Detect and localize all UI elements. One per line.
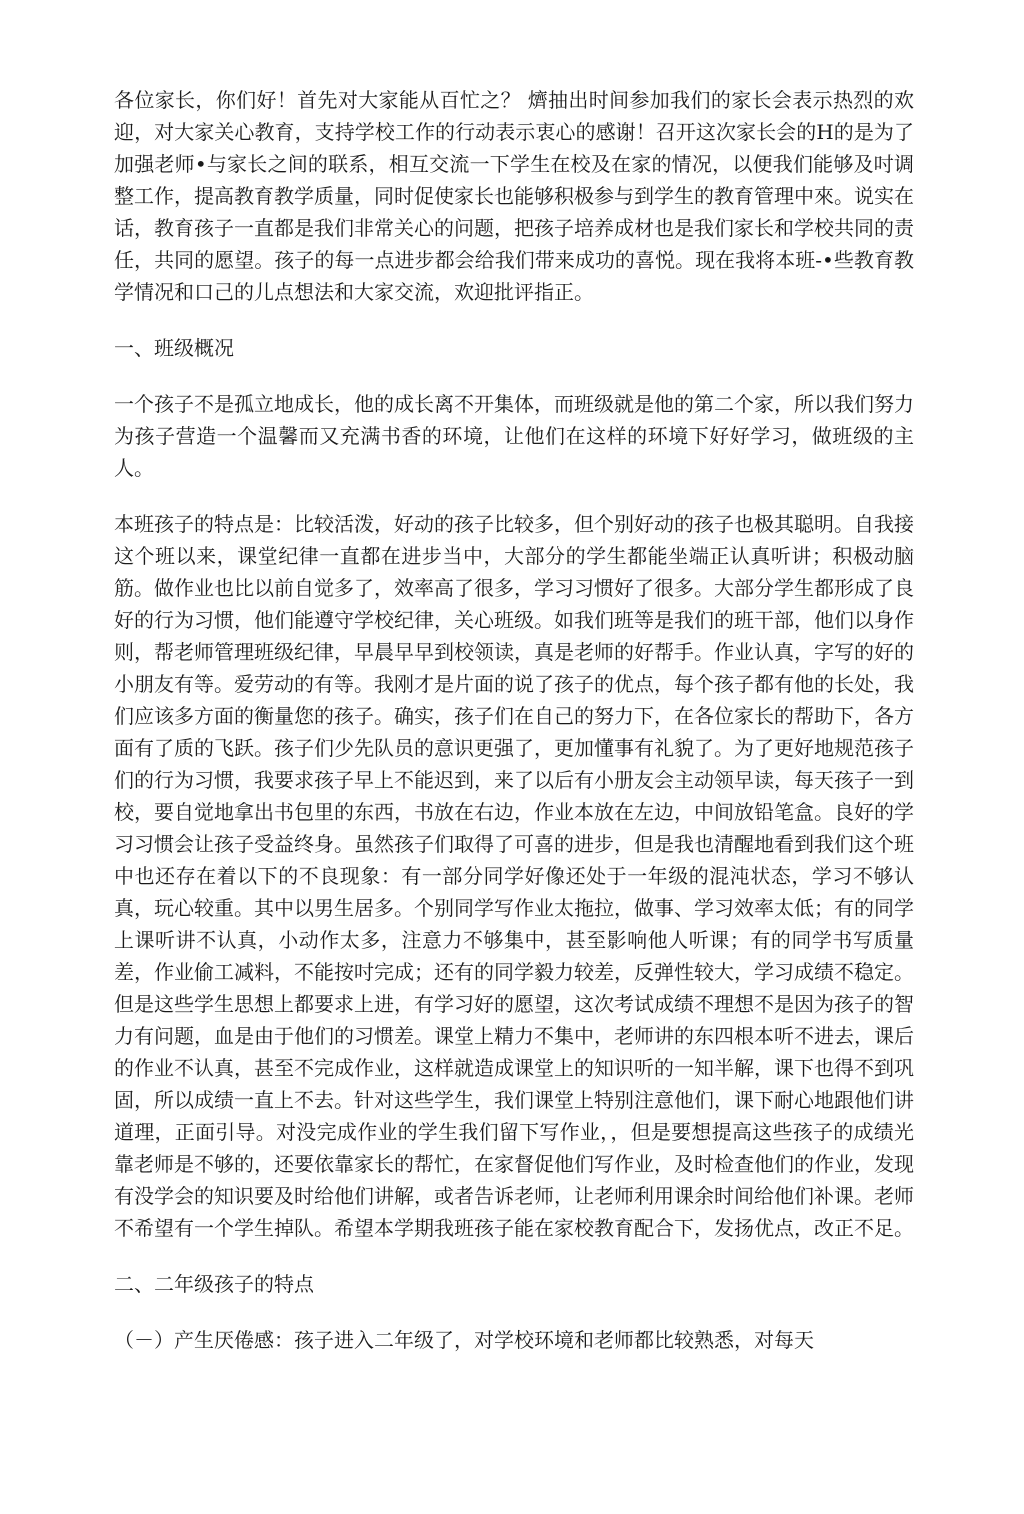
class-characteristics-paragraph: 本班孩子的特点是：比较活泼，好动的孩子比较多，但个别好动的孩子也极其聪明。自我接这个班以来，课堂纪律一直都在进步当中，大部分的学生都能坐端正认真听讲；积极动脑筋。做作业也比以前自觉多了，效率高了很多，学习习惯好了很多。大部分学生都形成了良好的行为习惯，他们能遵守学校纪律，关心班级。如我们班等是我们的班干部，他们以身作则，帮老师管理班级纪律，早晨早早到校领读，真是老师的好帮手。作业认真，字写的好的小朋友有等。爱劳动的有等。我刚才是片面的说了孩子的优点，每个孩子都有他的长处，我们应该多方面的衡量您的孩子。确实，孩子们在自己的努力下，在各位家长的帮助下，各方面有了质的飞跃。孩子们少先队员的意识更强了，更加懂事有礼貌了。为了更好地规范孩子们的行为习惯，我要求孩子早上不能迟到，来了以后有小册友会主动领早读，每天孩子一到校，要自觉地拿出书包里的东西，书放在右边，作业本放在左边，中间放铅笔盒。良好的学习习惯会让孩子受益终身。虽然孩子们取得了可喜的进步，但是我也清醒地看到我们这个班中也还存在着以下的不良现象：有一部分同学好像还处于一年级的混沌状态，学习不够认真，玩心较重。其中以男生居多。个别同学写作业太拖拉，做事、学习效率太低；有的同学上课听讲不认真，小动作太多，注意力不够集中，甚至影响他人听课；有的同学书写质量差，作业偷工减料，不能按吋完成；还有的同学毅力较差，反弹性较大，学习成绩不稳定。但是这些学生思想上都要求上进，有学习好的愿望，这次考试成绩不理想不是因为孩子的智力有问题，血是由于他们的习惯差。课堂上精力不集中，老师讲的东四根本听不进去，课后的作业不认真，甚至不完成作业，这样就造成课堂上的知识听的一知半解，课下也得不到巩固，所以成绩一直上不去。针对这些学生，我们课堂上特别注意他们，课下耐心地跟他们讲道理，正面引导。对没完成作业的学生我们留下写作业，，但是要想提高这些孩子的成绩光靠老师是不够的，还要依靠家长的帮忙，在家督促他们写作业，及时检查他们的作业，发现有没学会的知识要及时给他们讲解，或者告诉老师，让老师利用课余时间给他们补课。老师不希望有一个学生掉队。希望本学期我班孩子能在家校教育配合下，发扬优点，改正不足。 bbox=[114, 512, 914, 1240]
second-grade-item-paragraph: （－）产生厌倦感：孩子进入二年级了，对学校环境和老师都比较熟悉，对每天 bbox=[114, 1328, 814, 1352]
section-heading-class-overview: 一、班级概况 bbox=[114, 336, 234, 360]
class-overview-paragraph: 一个孩子不是孤立地成长，他的成长离不开集体，而班级就是他的第二个家，所以我们努力为孩子营造一个温馨而又充满书香的环境，让他们在这样的环境下好好学习，做班级的主人。 bbox=[114, 392, 914, 480]
intro-paragraph: 各位家长，你们好！首先对大家能从百忙之？ 㸄抽出时间参加我们的家长会表示热烈的欢迎，对大家关心教育，支持学校工作的行动表示衷心的感谢！召开这次家长会的H的是为了加强老师•与家长之间的联系，相互交流一下学生在校及在家的情况，以便我们能够及吋调整工作，提高教育教学质量，同时促使家长也能够积极参与到学生的教育管理中來。说实在话，教育孩子一直都是我们非常关心的问题，把孩子培养成材也是我们家长和学校共同的责任，共同的愿望。孩子的每一点进步都会给我们带来成功的喜悦。现在我将本班-•些教育教学情况和口己的儿点想法和大家交流，欢迎批评指正。 bbox=[114, 88, 914, 304]
document-page bbox=[114, 84, 914, 1356]
section-heading-second-grade: 二、二年级孩子的特点 bbox=[114, 1272, 314, 1296]
